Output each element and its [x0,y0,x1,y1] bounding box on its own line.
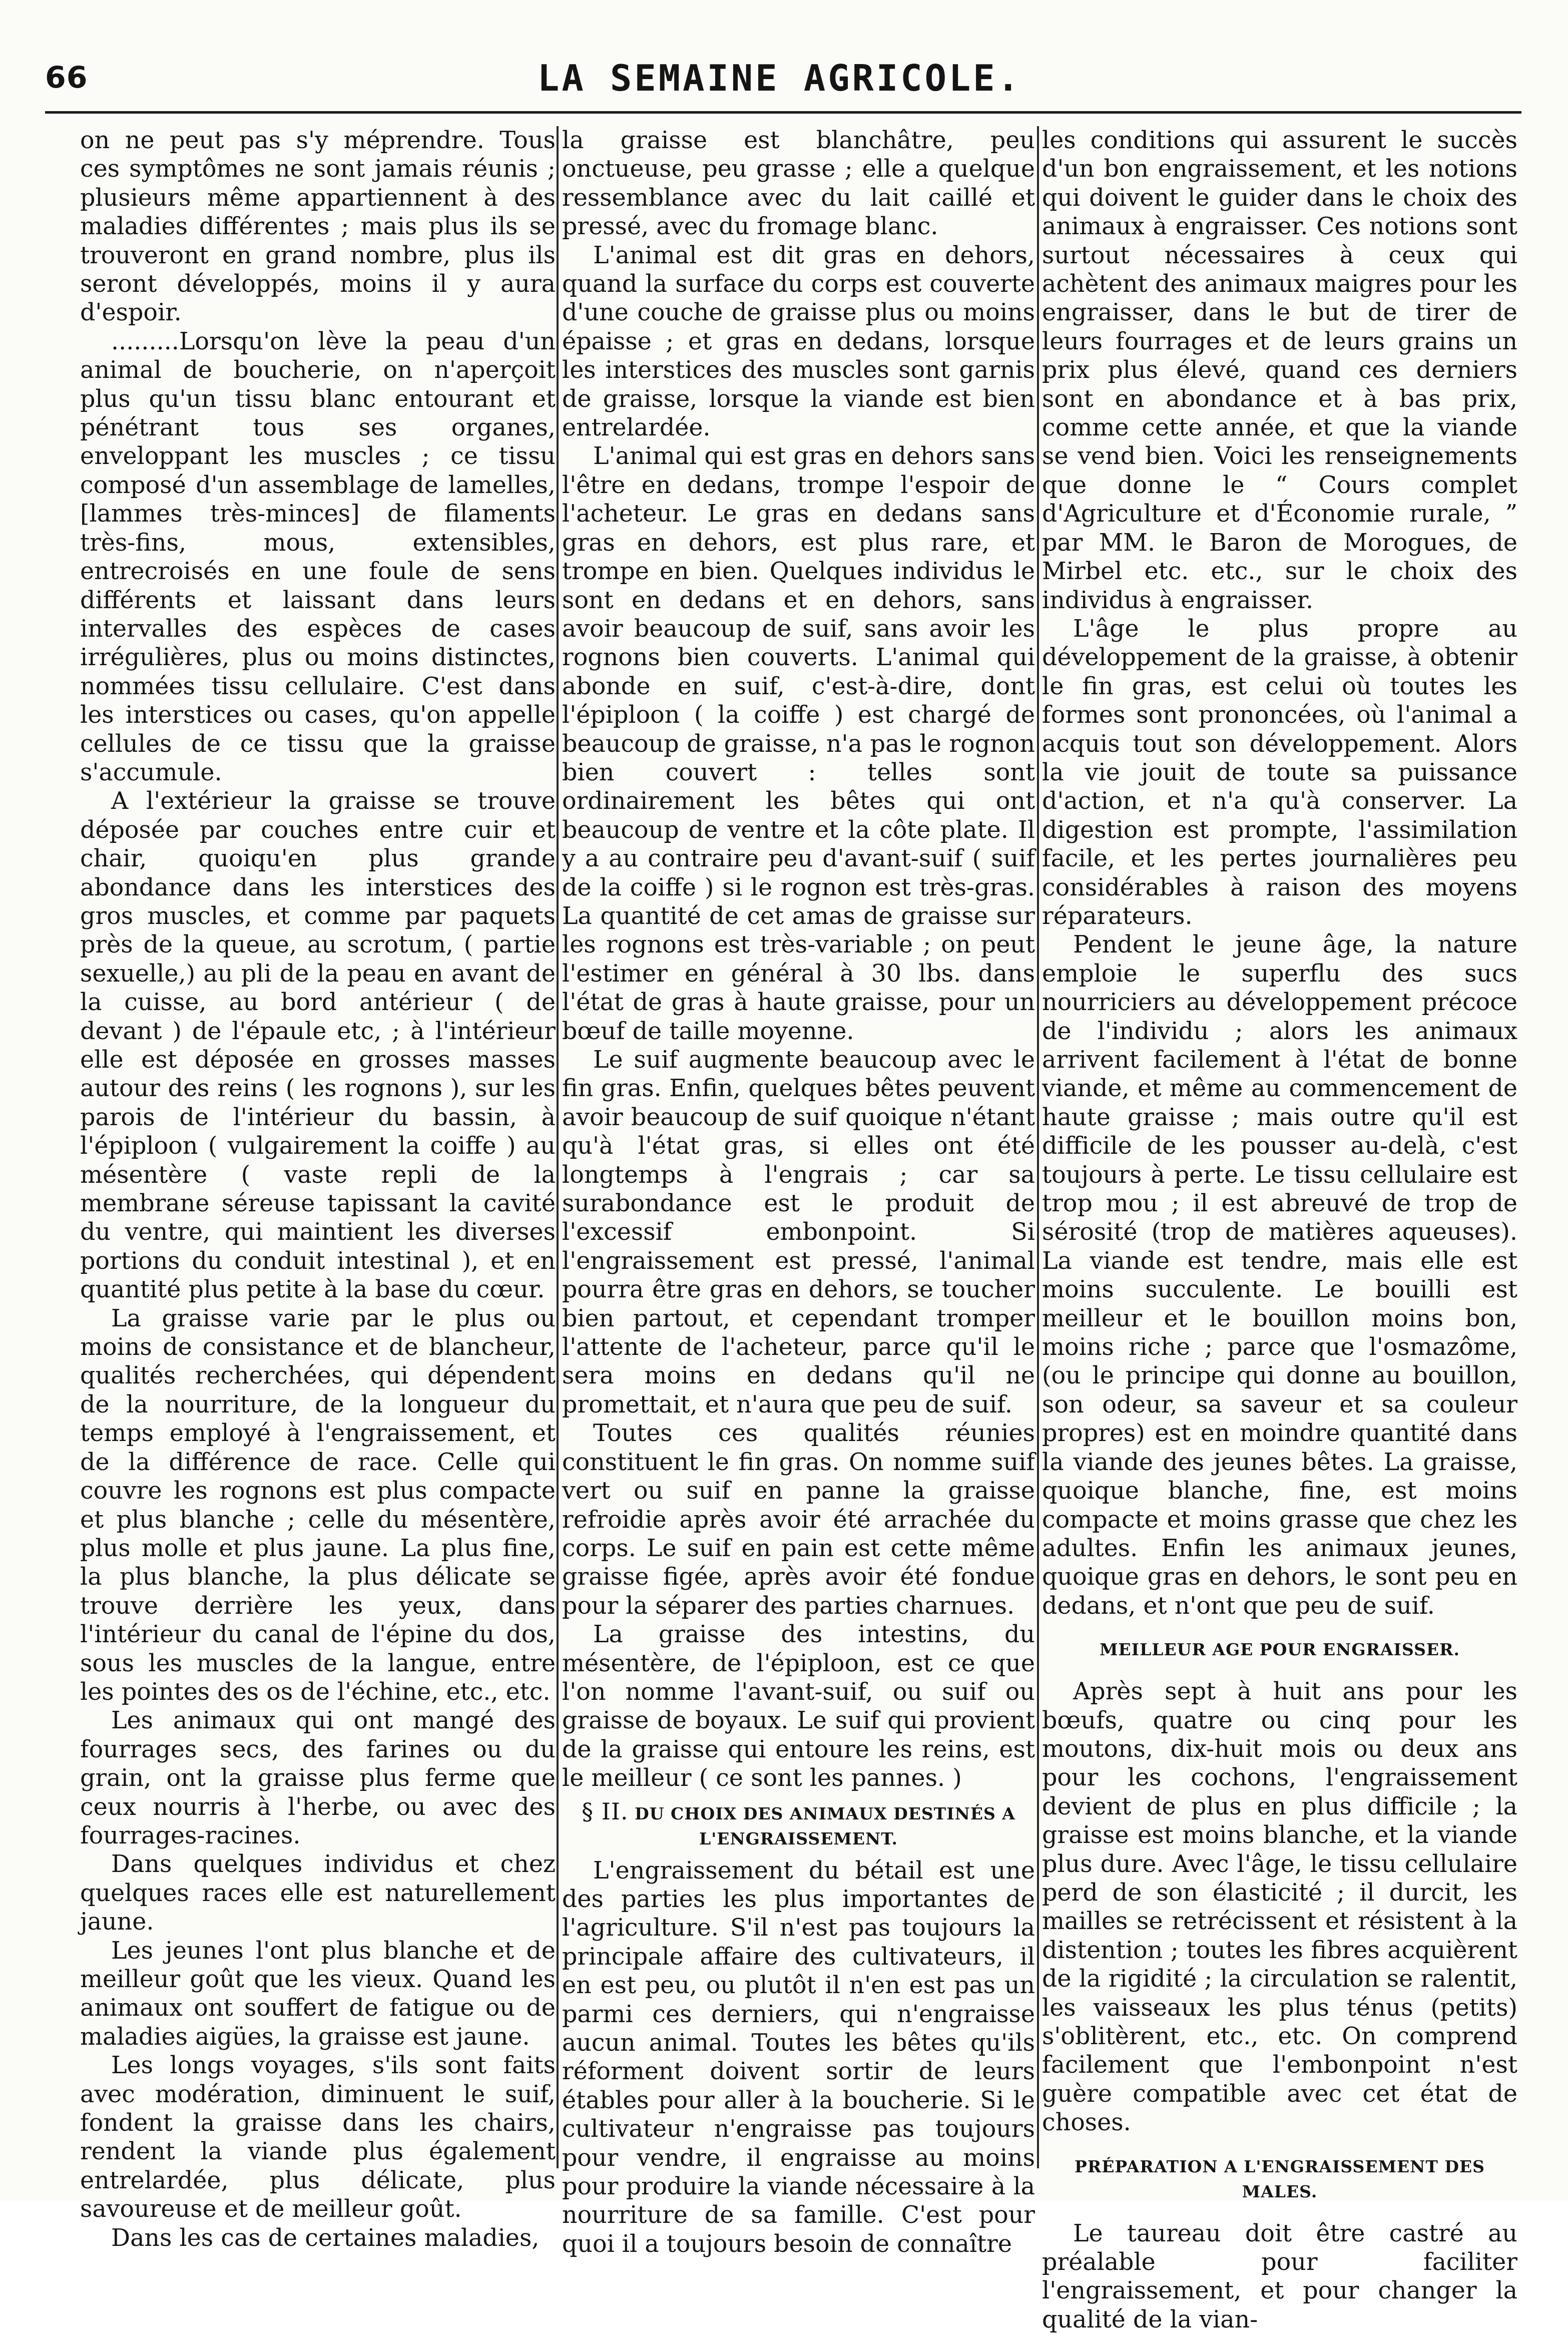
paragraph: Les animaux qui ont mangé des fourrages secs, des farines ou du grain, ont la graisse plus ferme que ceux nourris à l'herbe, ou avec des fourrages-racines. [80,1707,556,1849]
paragraph: La graisse varie par le plus ou moins de consistance et de blancheur, qualités recherchées, qui dépendent de la nourriture, de la longueur du temps employé à l'engraissement, et de la différence de race. Celle qui couvre les rognons est plus compacte et plus blanche ; celle du mésentère, plus molle et plus jaune. La plus fine, la plus blanche, la plus délicate se trouve derrière les yeux, dans l'intérieur du canal de l'épine du dos, sous les muscles de la langue, entre les pointes des os de l'échine, etc., etc. [80,1304,556,1706]
paragraph: A l'extérieur la graisse se trouve déposée par couches entre cuir et chair, quoiqu'en plus grande abondance dans les interstices des gros muscles, et comme par paquets près de la queue, au scrotum, ( partie sexuelle,) au pli de la peau en avant de la cuisse, au bord antérieur ( de devant ) de l'épaule etc, ; à l'intérieur elle est déposée en grosses masses autour des reins ( les rognons ), sur les parois de l'intérieur du bassin, à l'épiploon ( vulgairement la coiffe ) au mésentère ( vaste repli de la membrane séreuse tapissant la cavité du ventre, qui maintient les diverses portions du conduit intestinal ), et en quantité plus petite à la base du cœur. [80,787,556,1304]
text-column-2 [562,126,1035,2258]
column-divider [1037,126,1039,2168]
page-number: 66 [45,60,88,95]
paragraph: Après sept à huit ans pour les bœufs, quatre ou cinq pour les moutons, dix-huit mois ou deux ans pour les cochons, l'engraissement devient de plus en plus difficile ; la graisse est moins blanche, et la viande plus dure. Avec l'âge, le tissu cellulaire perd de son élasticité ; il durcit, les mailles se retrécissent et résistent à la distention ; toutes les fibres acquièrent de la rigidité ; la circulation se ralentit, les vaisseaux les plus ténus (petits) s'oblitèrent, etc., etc. On comprend facilement que l'embonpoint n'est guère compatible avec cet état de choses. [1042,1678,1517,2137]
text-column-1 [80,126,556,2252]
column-divider [557,126,559,2168]
page-header [45,55,1514,103]
paragraph: L'animal qui est gras en dehors sans l'être en dedans, trompe l'espoir de l'acheteur. Le gras en dedans sans gras en dehors, est plus rare, et trompe en bien. Quelques individus le sont en dedans et en dehors, sans avoir beaucoup de suif, sans avoir les rognons bien couverts. L'animal qui abonde en suif, c'est-à-dire, dont l'épiploon ( la coiffe ) est chargé de beaucoup de graisse, n'a pas le rognon bien couvert : telles sont ordinairement les bêtes qui ont beaucoup de ventre et la côte plate. Il y a au contraire peu d'avant-suif ( suif de la coiffe ) si le rognon est très-gras. La quantité de cet amas de graisse sur les rognons est très-variable ; on peut l'estimer en général à 30 lbs. dans l'état de gras à haute graisse, pour un bœuf de taille moyenne. [562,442,1035,1045]
paragraph: L'animal est dit gras en dehors, quand la surface du corps est couverte d'une couche de graisse plus ou moins épaisse ; et gras en dedans, lorsque les interstices des muscles sont garnis de graisse, lorsque la viande est bien entrelardée. [562,241,1035,442]
subheading: MEILLEUR AGE POUR ENGRAISSER. [1099,1640,1460,1660]
paragraph: Dans quelques individus et chez quelques races elle est naturellement jaune. [80,1850,556,1936]
header-rule [45,111,1521,114]
paragraph: Le taureau doit être castré au préalable pour faciliter l'engraissement, et pour changer la qualité de la vian- [1042,2219,1517,2333]
paragraph: Pendent le jeune âge, la nature emploie le superflu des sucs nourriciers au développement précoce de l'individu ; alors les animaux arrivent facilement à l'état de bonne viande, et même au commencement de haute graisse ; mais outre qu'il est difficile de les pousser au-delà, c'est toujours à perte. Le tissu cellulaire est trop mou ; il est abreuvé de trop de sérosité (trop de matières aqueuses). La viande est tendre, mais elle est moins succulente. Le bouilli est meilleur et le bouillon moins bon, moins riche ; parce que l'osmazôme, (ou le principe qui donne au bouillon, son odeur, sa saveur et sa couleur propres) est en moindre quantité dans la viande des jeunes bêtes. La graisse, quoique blanche, fine, est moins compacte et moins grasse que chez les adultes. Enfin les animaux jeunes, quoique gras en dehors, le sont peu en dedans, et n'ont que peu de suif. [1042,931,1517,1620]
paragraph: La graisse des intestins, du mésentère, de l'épiploon, est ce que l'on nomme l'avant-suif, ou suif ou graisse de boyaux. Le suif qui provient de la graisse qui entoure les reins, est le meilleur ( ce sont les pannes. ) [562,1621,1035,1792]
paragraph: Dans les cas de certaines maladies, [111,2224,540,2252]
subheading: PRÉPARATION A L'ENGRAISSEMENT DES MALES. [1075,2156,1485,2201]
journal-title: LA SEMAINE AGRICOLE. [538,57,1021,99]
section-number: § II. [582,1797,629,1825]
text-column-3 [1042,126,1517,2333]
paragraph: Les longs voyages, s'ils sont faits avec modération, diminuent le suif, fondent la graisse dans les chairs, rendent la viande plus également entrelardée, plus délicate, plus savoureuse et de meilleur goût. [80,2052,556,2223]
paragraph: .........Lorsqu'on lève la peau d'un animal de boucherie, on n'aperçoit plus qu'un tissu blanc entourant et pénétrant tous ses organes, enveloppant les muscles ; ce tissu composé d'un assemblage de lamelles, [lammes très-minces] de filaments très-fins, mous, extensibles, entrecroisés en une foule de sens différents et laissant dans leurs intervalles des espèces de cases irrégulières, plus ou moins distinctes, nommées tissu cellulaire. C'est dans les interstices ou cases, qu'on appelle cellules de ce tissu que la graisse s'accumule. [80,327,556,786]
paragraph: Les jeunes l'ont plus blanche et de meilleur goût que les vieux. Quand les animaux ont souffert de fatigue ou de maladies aigües, la graisse est jaune. [80,1937,556,2051]
paragraph: on ne peut pas s'y méprendre. Tous ces symptômes ne sont jamais réunis ; plusieurs même appartiennent à des maladies différentes ; mais plus ils se trouveront en grand nombre, plus ils seront développés, moins il y aura d'espoir. [80,127,556,327]
section-heading [562,1799,1035,1851]
paragraph: L'engraissement du bétail est une des parties les plus importantes de l'agriculture. S'il n'est pas toujours la principale affaire des cultivateurs, il en est peu, ou plutôt il n'en est pas un parmi ces derniers, qui n'engraisse aucun animal. Toutes les bêtes qu'ils réforment doivent sortir de leurs étables pour aller à la boucherie. Si le cultivateur n'engraisse pas toujours pour vendre, il engraisse au moins pour produire la viande nécessaire à la nourriture de sa famille. C'est pour quoi il a toujours besoin de connaître [562,1856,1035,2258]
paragraph: Le suif augmente beaucoup avec le fin gras. Enfin, quelques bêtes peuvent avoir beaucoup de suif quoique n'étant qu'à l'état gras, si elles ont été longtemps à l'engrais ; car sa surabondance est le produit de l'excessif embonpoint. Si l'engraissement est pressé, l'animal pourra être gras en dehors, se toucher bien partout, et cependant tromper l'attente de l'acheteur, parce qu'il le sera moins en dedans qu'il ne promettait, et n'aura que peu de suif. [562,1046,1035,1419]
section-title: DU CHOIX DES ANIMAUX DESTINÉS A L'ENGRAISSEMENT. [635,1803,1015,1848]
paragraph: la graisse est blanchâtre, peu onctueuse, peu grasse ; elle a quelque ressemblance avec du lait caillé et pressé, avec du fromage blanc. [562,127,1035,241]
paragraph: Toutes ces qualités réunies constituent le fin gras. On nomme suif vert ou suif en panne la graisse refroidie après avoir été arrachée du corps. Le suif en pain est cette même graisse figée, après avoir été fondue pour la séparer des parties charnues. [562,1420,1035,1620]
paragraph: L'âge le plus propre au développement de la graisse, à obtenir le fin gras, est celui où toutes les formes sont prononcées, où l'animal a acquis tout son développement. Alors la vie jouit de toute sa puissance d'action, et n'a qu'à conserver. La digestion est prompte, l'assimilation facile, et les pertes journalières peu considérables à raison des moyens réparateurs. [1042,615,1517,930]
paragraph: les conditions qui assurent le succès d'un bon engraissement, et les notions qui doivent le guider dans le choix des animaux à engraisser. Ces notions sont surtout nécessaires à ceux qui achètent des animaux maigres pour les engraisser, dans le but de tirer de leurs fourrages et de leurs grains un prix plus élevé, quand ces derniers sont en abondance et à bas prix, comme cette année, et que la viande se vend bien. Voici les renseignements que donne le “ Cours complet d'Agriculture et d'Économie rurale, ” par MM. le Baron de Morogues, de Mirbel etc. etc., sur le choix des individus à engraisser. [1042,127,1517,614]
